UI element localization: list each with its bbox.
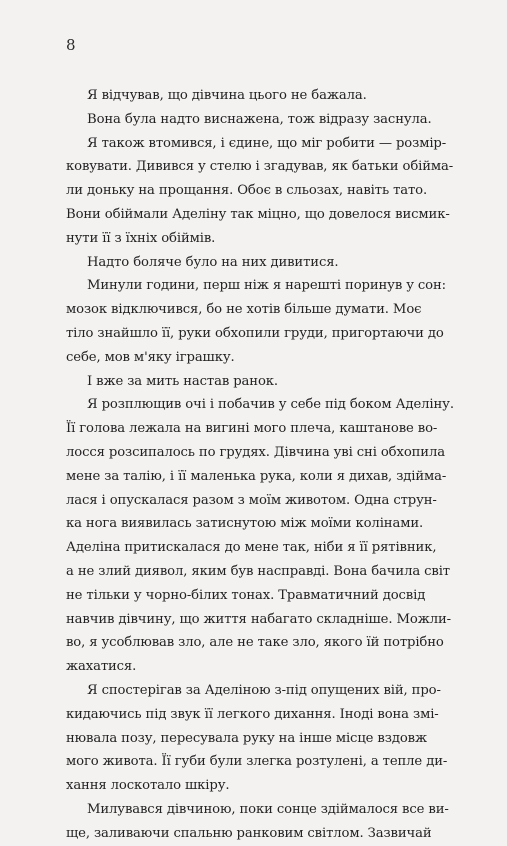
text-line: нути її з їхніх обіймів. bbox=[66, 230, 216, 246]
text-line: не тільки у чорно-білих тонах. Травматичний досвід bbox=[66, 587, 426, 603]
text-line: І вже за мить настав ранок. bbox=[87, 373, 278, 389]
text-line: мого живота. Її губи були злегка розтулені, а тепле ди- bbox=[66, 754, 448, 770]
text-line: Я розплющив очі і побачив у себе під боком Аделіну. bbox=[87, 397, 454, 413]
text-line: Милувався дівчиною, поки сонце здіймалося все ви- bbox=[87, 801, 449, 817]
paragraph-5 bbox=[66, 274, 446, 369]
text-line: Вона була надто виснажена, тож відразу заснула. bbox=[87, 111, 432, 127]
body-text bbox=[66, 84, 454, 846]
text-line: навчив дівчину, що життя набагато складніше. Можли- bbox=[66, 611, 451, 627]
paragraph-7 bbox=[66, 393, 454, 679]
paragraph-8 bbox=[66, 679, 448, 798]
text-line: Аделіна притискалася до мене так, ніби я її рятівник, bbox=[66, 540, 437, 556]
paragraph-6 bbox=[66, 370, 441, 394]
text-line: нювала позу, пересувала руку на інше місце вздовж bbox=[66, 730, 427, 746]
paragraph-2 bbox=[66, 108, 441, 132]
paragraph-4 bbox=[66, 251, 441, 275]
text-line: жахатися. bbox=[66, 659, 137, 675]
text-line: Вони обіймали Аделіну так міцно, що довелося висмик- bbox=[66, 206, 450, 222]
text-line: кидаючись під звук її легкого дихання. Іноді вона змі- bbox=[66, 706, 439, 722]
text-line: Її голова лежала на вигині мого плеча, каштанове во- bbox=[66, 421, 438, 437]
text-line: мене за талію, і її маленька рука, коли я дихав, здійма- bbox=[66, 468, 447, 484]
text-line: лася і опускалася разом з моїм животом. Одна струн- bbox=[66, 492, 437, 508]
text-line: Я також втомився, і єдине, що міг робити — розмір- bbox=[87, 135, 447, 151]
text-line: себе, мов м'яку іграшку. bbox=[66, 349, 235, 365]
paragraph-3 bbox=[66, 132, 454, 251]
text-line: Минули години, перш ніж я нарешті поринув у сон: bbox=[87, 278, 446, 294]
text-line: ли доньку на прощання. Обоє в сльозах, навіть тато. bbox=[66, 183, 428, 199]
text-line: ка нога виявилась затиснутою між моїми колінами. bbox=[66, 516, 424, 532]
text-line: ще, заливаючи спальню ранковим світлом. Зазвичай bbox=[66, 825, 432, 841]
text-line: Надто боляче було на них дивитися. bbox=[87, 254, 339, 270]
text-line: мозок відключився, бо не хотів більше думати. Моє bbox=[66, 302, 422, 318]
text-line: а не злий диявол, яким був насправді. Вона бачила світ bbox=[66, 563, 450, 579]
text-line: Я відчував, що дівчина цього не бажала. bbox=[87, 88, 367, 103]
paragraph-1 bbox=[66, 84, 441, 108]
text-line: ковувати. Дивився у стелю і згадував, як батьки обійма- bbox=[66, 159, 454, 175]
text-line: во, я усоблював зло, але не таке зло, якого їй потрібно bbox=[66, 635, 444, 651]
page-number: 8 bbox=[66, 36, 76, 54]
text-line: хання лоскотало шкіру. bbox=[66, 778, 230, 794]
text-line: Я спостерігав за Аделіною з-під опущених вій, про- bbox=[87, 682, 441, 698]
text-line: лосся розсипалось по грудях. Дівчина уві сні обхопила bbox=[66, 444, 445, 460]
text-line: тіло знайшло її, руки обхопили груди, пригортаючи до bbox=[66, 325, 444, 341]
paragraph-9 bbox=[66, 798, 449, 846]
